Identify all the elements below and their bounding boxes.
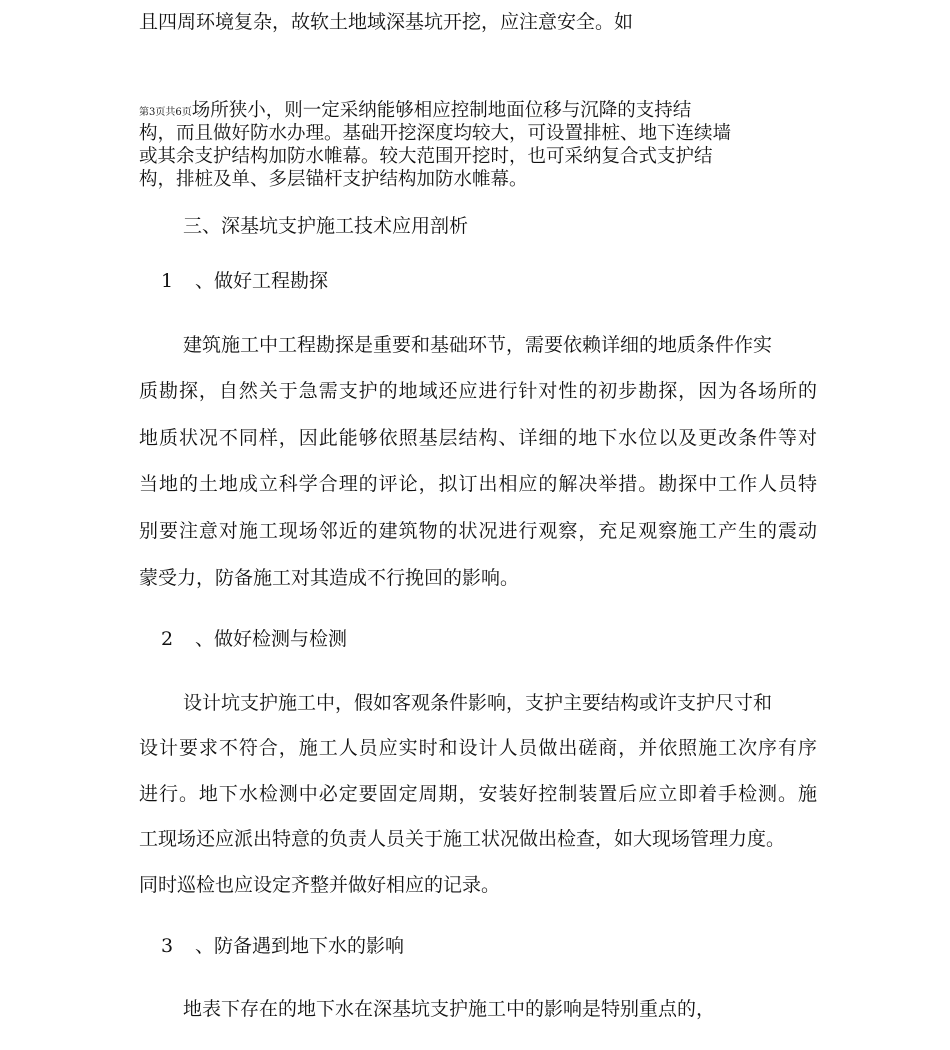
sub1-line-3: 地质状况不同样，因此能够依照基层结构、详细的地下水位以及更改条件等对 — [139, 427, 817, 449]
dense-line-1 — [139, 100, 691, 124]
sub2-line-3: 进行。地下水检测中必定要固定周期，安装好控制装置后应立即着手检测。施 — [139, 783, 817, 805]
subsection-1-number: 1 — [161, 270, 174, 292]
sub1-line-4: 当地的土地成立科学合理的评论，拟订出相应的解决举措。勘探中工作人员特 — [139, 473, 817, 495]
subsection-3-title: 、防备遇到地下水的影响 — [195, 935, 405, 957]
subsection-2-number: 2 — [161, 628, 174, 650]
sub3-line-1: 地表下存在的地下水在深基坑支护施工中的影响是特别重点的， — [183, 998, 716, 1020]
sub1-line-6: 蒙受力，防备施工对其造成不行挽回的影响。 — [139, 567, 520, 589]
subsection-2-title: 、做好检测与检测 — [195, 628, 348, 650]
sub1-line-1: 建筑施工中工程勘探是重要和基础环节，需要依赖详细的地质条件作实 — [183, 334, 773, 356]
sub1-line-5: 别要注意对施工现场邻近的建筑物的状况进行观察，充足观察施工产生的震动 — [139, 520, 817, 542]
sub2-line-1: 设计坑支护施工中，假如客观条件影响，支护主要结构或许支护尺寸和 — [183, 692, 773, 714]
dense-line-2: 构，而且做好防水办理。基础开挖深度均较大，可设置排桩、地下连续墙 — [139, 123, 732, 144]
sub2-line-5: 同时巡检也应设定齐整并做好相应的记录。 — [139, 874, 501, 896]
sub2-line-2: 设计要求不符合，施工人员应实时和设计人员做出磋商，并依照施工次序有序 — [139, 737, 817, 759]
subsection-1-title: 、做好工程勘探 — [195, 270, 329, 292]
page-marker: 第3页共6页 — [139, 107, 192, 118]
subsection-3-number: 3 — [161, 935, 174, 957]
top-paragraph-line: 且四周环境复杂，故软土地域深基坑开挖，应注意安全。如 — [139, 11, 634, 33]
dense-line-3: 或其余支护结构加防水帷幕。较大范围开挖时，也可采纳复合式支护结 — [139, 146, 713, 167]
sub1-line-2: 质勘探，自然关于急需支护的地域还应进行针对性的初步勘探，因为各场所的 — [139, 380, 817, 402]
dense-line-1-text: 场所狭小，则一定采纳能够相应控制地面位移与沉降的支持结 — [191, 100, 692, 121]
sub2-line-4: 工现场还应派出特意的负责人员关于施工状况做出检查，如大现场管理力度。 — [139, 828, 786, 850]
section-title: 三、深基坑支护施工技术应用剖析 — [183, 215, 469, 237]
dense-line-4: 构，排桩及单、多层锚杆支护结构加防水帷幕。 — [139, 169, 528, 190]
